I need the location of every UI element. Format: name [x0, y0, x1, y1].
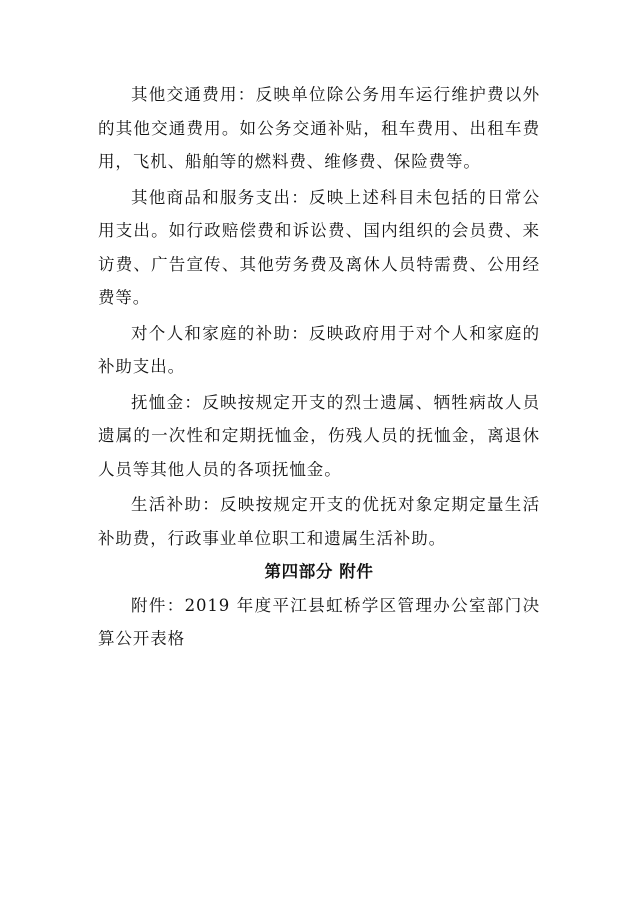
- paragraph-living-allowance: 生活补助：反映按规定开支的优抚对象定期定量生活补助费，行政事业单位职工和遗属生活补助。: [98, 495, 540, 548]
- paragraph-pension: 抚恤金：反映按规定开支的烈士遗属、牺牲病故人员遗属的一次性和定期抚恤金，伤残人员的抚恤金，离退休人员等其他人员的各项抚恤金。: [98, 392, 540, 479]
- document-body: [98, 78, 540, 656]
- section-heading: 第四部分 附件: [264, 562, 374, 581]
- paragraph-other-transport: 其他交通费用：反映单位除公务用车运行维护费以外的其他交通费用。如公务交通补贴，租车费用、出租车费用，飞机、船舶等的燃料费、维修费、保险费等。: [98, 85, 540, 171]
- paragraph-other-goods-services: 其他商品和服务支出：反映上述科目未包括的日常公用支出。如行政赔偿费和诉讼费、国内组织的会员费、来访费、广告宣传、其他劳务费及离休人员特需费、公用经费等。: [98, 187, 540, 307]
- paragraph-personal-family-subsidy: 对个人和家庭的补助：反映政府用于对个人和家庭的补助支出。: [98, 323, 540, 376]
- paragraph-attachment: 附件：2019 年度平江县虹桥学区管理办公室部门决算公开表格: [98, 595, 540, 648]
